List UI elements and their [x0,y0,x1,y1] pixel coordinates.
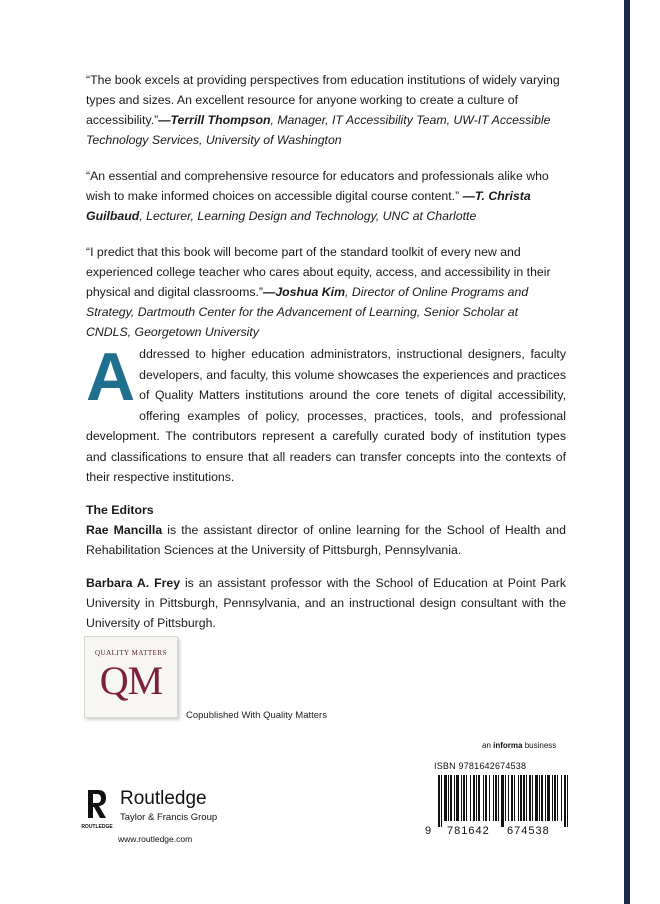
barcode-bar [535,775,538,821]
barcode-bar [498,775,499,821]
barcode-bar [564,775,566,827]
barcode-bar [547,775,550,821]
barcode-bar [552,775,553,821]
barcode-bar [473,775,475,821]
barcode-bar [526,775,527,821]
endorsement-1 [86,70,566,150]
informa-suffix: business [522,741,557,750]
endorser-title: , Director of Online Programs and Strategy, Dartmouth Center for the Advancement of Learning, Senior Scholar at CNDLS, Georgetown University [86,285,529,339]
copublished-note: Copublished With Quality Matters [186,710,327,721]
barcode-bar [541,775,543,821]
barcode-bar [520,775,522,821]
emblem-text: ROUTLEDGE [81,824,113,830]
barcode-bar [454,775,455,821]
editor-bio: is the assistant director of online learning for the School of Health and Rehabilitation Sciences at the University of Pittsburgh, Pennsylvania. [86,523,566,557]
publisher-group: Taylor & Francis Group [120,812,218,823]
book-description [86,339,566,488]
isbn-label: ISBN 9781642674538 [434,761,527,771]
barcode-icon [426,773,572,829]
barcode-bar [448,775,449,821]
barcode-bar [444,775,447,821]
barcode-bar [483,775,484,821]
barcode-bar [514,775,515,821]
barcode-bar [456,775,459,821]
barcode-digits-left: 781642 [447,825,490,837]
endorsement-quote: “I predict that this book will become part of the standard toolkit of every new and experienced college teacher who cares about equity, access, and accessibility in their physical and digital classrooms.” [86,245,551,299]
barcode-bar [495,775,497,821]
barcode-digits-right: 674538 [507,825,550,837]
barcode-bar [508,775,509,821]
informa-business-line [482,741,556,750]
endorser-title: , Manager, IT Accessibility Team, UW-IT Accessible Technology Services, University of Washington [86,113,551,147]
spine-edge-bar [624,0,630,904]
editor-name: Barbara A. Frey [86,576,181,590]
editor-name: Rae Mancilla [86,523,163,537]
barcode-bar [478,775,480,821]
barcode-bar [505,775,506,821]
barcode-bar [529,775,531,821]
barcode-bar [438,775,440,827]
endorsement-3 [86,242,566,342]
barcode-bar [501,775,504,827]
informa-brand: informa [493,741,523,750]
endorsement-quote: “An essential and comprehensive resource for educators and professionals alike who wish to make informed choices on accessible digital course content.” [86,169,549,203]
barcode-digit-first: 9 [425,825,432,837]
barcode-bar [441,775,442,827]
editor-bio-1 [86,520,566,560]
barcode-bar [463,775,465,821]
endorser-name: —Terrill Thompson [158,113,271,127]
endorsement-quote: “The book excels at providing perspectives from education institutions of widely varying types and sizes. An excellent resource for anyone working to create a culture of accessibility.” [86,73,560,127]
barcode-bar [554,775,556,821]
publisher-logo [81,788,284,848]
routledge-emblem-icon [81,788,113,832]
barcode-bar [489,775,490,821]
barcode-bar [493,775,494,821]
editor-bio: is an assistant professor with the School of Education at Point Park University in Pittsburgh, Pennsylvania, and an instructional design consultant with the University of Pittsburgh. [86,576,567,630]
publisher-url: www.routledge.com [118,834,193,844]
description-text: ddressed to higher education administrators, instructional designers, faculty developers, and faculty, this volume showcases the experiences and practices of Quality Matters institutions around the core tenets of digital accessibility, offering examples of policy, processes, practices, tools, and professional development. The contributors represent a carefully curated body of institution types and classifications to ensure that all readers can transfer concepts into the contexts of their respective institutions. [86,347,566,484]
endorser-name: —T. Christa Guilbaud [86,189,531,223]
qm-logo-mark: QM [99,658,163,703]
editors-heading: The Editors [86,503,154,517]
qm-logo-caption: QUALITY MATTERS [95,649,167,657]
barcode-bar [485,775,487,821]
barcode-bar [532,775,533,821]
drop-cap: A [86,339,136,415]
barcode-bar [461,775,462,821]
barcode-bar [450,775,452,821]
barcode-bar [476,775,477,821]
barcode-bar [557,775,558,821]
barcode-bar [545,775,546,821]
informa-prefix: an [482,741,494,750]
barcode-bar [561,775,562,821]
barcode-bar [466,775,467,821]
barcode-bar [511,775,513,821]
barcode-bar [470,775,471,821]
endorsement-2 [86,166,566,226]
barcode-bar [523,775,525,821]
editors-section [86,500,566,646]
barcode-bar [539,775,540,821]
barcode-bar [567,775,568,827]
publisher-name: Routledge [120,788,207,809]
endorser-title: , Lecturer, Learning Design and Technology, UNC at Charlotte [139,209,477,223]
quality-matters-logo [84,636,178,718]
endorser-name: —Joshua Kim [263,285,346,299]
barcode-bar [518,775,519,821]
editor-bio-2 [86,573,566,633]
endorsements [86,70,566,358]
